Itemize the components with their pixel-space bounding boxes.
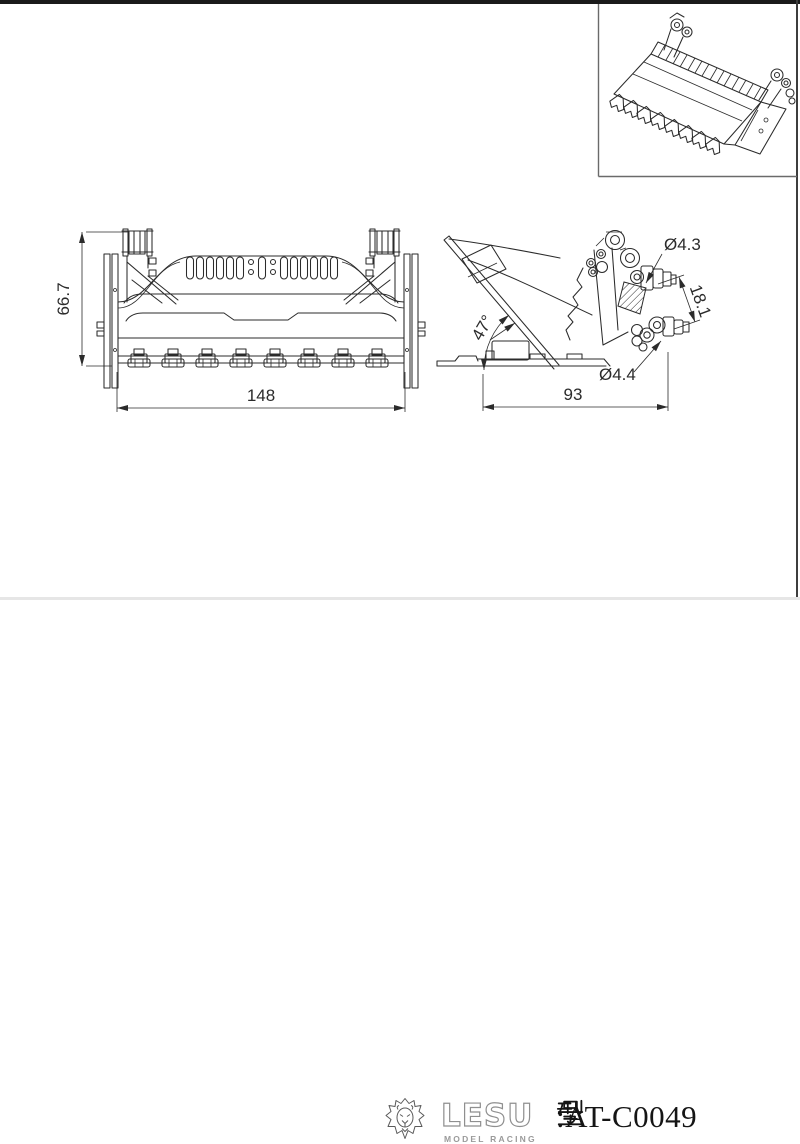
isometric-view-box (599, 4, 798, 177)
front-right-side-plate (404, 254, 425, 388)
side-depth-dim-label: 93 (563, 385, 583, 404)
side-view (437, 231, 715, 412)
footer-brand-block (0, 545, 800, 1144)
front-teeth-row (128, 349, 388, 367)
front-left-side-plate (97, 254, 118, 388)
side-link-length-dim-label: 18.1 (685, 282, 715, 320)
lesu-wordmark-text: LESU (441, 1098, 534, 1134)
lesu-wordmark (441, 1099, 541, 1133)
side-upper-hole-dim-label: Ø4.3 (664, 235, 701, 254)
side-lower-hole-dim-label: Ø4.4 (599, 365, 636, 384)
front-height-dimension (54, 232, 128, 366)
front-view (54, 229, 425, 412)
side-lower-hole-dimension (599, 341, 661, 384)
model-number-text: :AT-C0049 (556, 1099, 698, 1134)
cjk-glyph-hao (556, 1098, 585, 1127)
front-width-dim-label: 148 (246, 386, 276, 405)
brand-subtitle: MODEL RACING (444, 1134, 537, 1144)
side-depth-dimension (483, 352, 668, 411)
front-vent-slots (187, 257, 338, 279)
isometric-view (607, 13, 795, 156)
side-link-length-dimension (658, 275, 715, 329)
front-height-dim-label: 66.7 (54, 282, 73, 316)
front-width-dimension (117, 372, 405, 412)
side-upper-hole-dimension (646, 235, 701, 283)
model-number-label (556, 1098, 697, 1134)
lesu-lion-logo (385, 1096, 425, 1143)
side-angle-dim-label: 47° (467, 311, 498, 344)
